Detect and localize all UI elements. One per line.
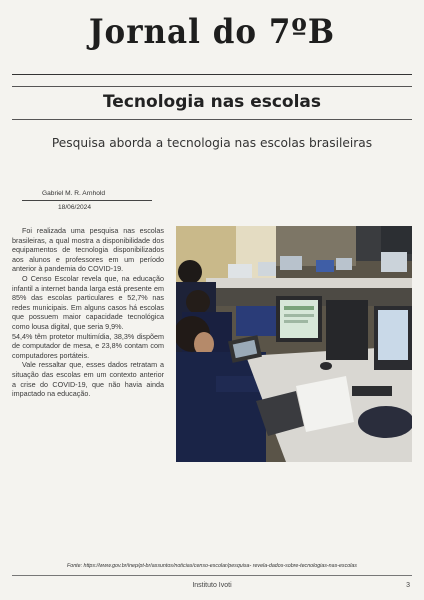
article-paragraph: Foi realizada uma pesquisa nas escolas brasileiras, a qual mostra a disponibilidade dos equipamentos de tecnologia disponibilizados aos alunos e professores em um período anterior à pandemia do COVID-19. [12, 226, 164, 274]
article-date: 18/06/2024 [58, 204, 92, 211]
section-divider-top [12, 86, 412, 87]
footer-divider [12, 575, 412, 576]
article-headline: Pesquisa aborda a tecnologia nas escolas brasileiras [51, 136, 373, 150]
section-title: Tecnologia nas escolas [102, 92, 322, 112]
author-divider [22, 200, 152, 201]
masthead-divider [12, 74, 412, 75]
article-body [12, 226, 164, 399]
section-divider-bottom [12, 119, 412, 120]
footer-publisher: Instituto Ivoti [192, 582, 232, 589]
article-paragraph: Vale ressaltar que, esses dados retratam a situação das escolas em um contexto anterior a crise do COVID-19, que não havia ainda impactado na educação. [12, 360, 164, 399]
source-citation: Fonte: https://www.gov.br/inep/pt-br/assuntos/noticias/censo-escolar/pesquisa- revela-dados-sobre-tecnologias-nas-escolas [67, 563, 357, 569]
photo-illustration [176, 226, 412, 462]
article-paragraph: O Censo Escolar revela que, na educação infantil a internet banda larga está presente em 85% das escolas particulares e 52,7% nas redes municipais. Em alguns casos há escolas que possuem maior capacidade tecnológica como lousa digital, que seria 9,9%. [12, 273, 164, 331]
masthead-title: Jornal do 7ºB [88, 12, 336, 52]
page-number: 3 [406, 582, 410, 589]
article-author: Gabriel M. R. Arnhold [42, 190, 106, 197]
article-paragraph: 54,4% têm protetor multimídia, 38,3% dispõem de computador de mesa, e 23,8% contam com computadores portáteis. [12, 331, 164, 360]
classroom-computers-photo [176, 226, 412, 462]
